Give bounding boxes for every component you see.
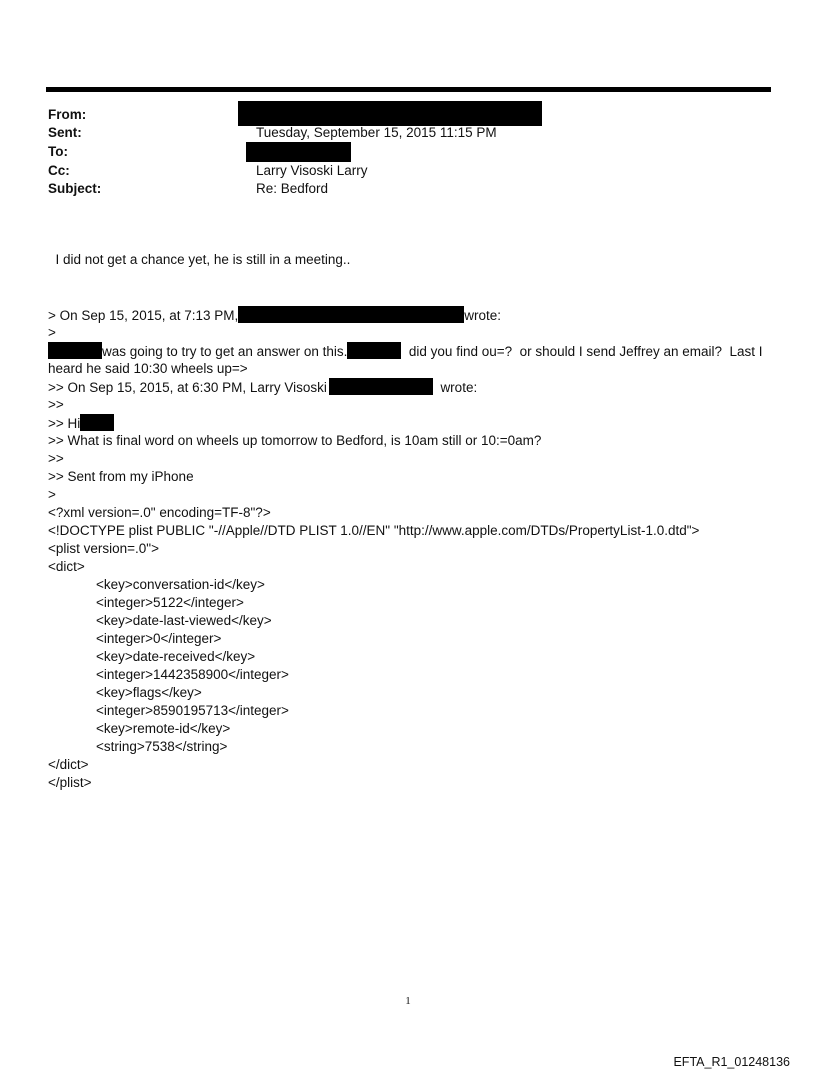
quoted-line-8: >> What is final word on wheels up tomorrow to Bedford, is 10am still or 10:=0am? bbox=[48, 433, 542, 448]
quoted-line-9: >> bbox=[48, 451, 64, 466]
quoted-line-6: >> bbox=[48, 397, 64, 412]
plist-line: <key>date-received</key> bbox=[96, 649, 256, 664]
page-number: 1 bbox=[405, 995, 411, 1007]
plist-line: <string>7538</string> bbox=[96, 739, 228, 754]
name-redaction bbox=[80, 414, 114, 431]
plist-line: </dict> bbox=[48, 757, 89, 772]
to-label: To: bbox=[48, 144, 68, 159]
cc-value: Larry Visoski Larry bbox=[256, 163, 368, 178]
plist-line: </plist> bbox=[48, 775, 92, 790]
from-label: From: bbox=[48, 107, 87, 122]
plist-line: <integer>0</integer> bbox=[96, 631, 222, 646]
plist-line: <dict> bbox=[48, 559, 85, 574]
plist-line: <plist version=.0"> bbox=[48, 541, 159, 556]
email-header bbox=[48, 106, 768, 201]
plist-line: <key>flags</key> bbox=[96, 685, 202, 700]
name-redaction bbox=[347, 342, 401, 359]
subject-label: Subject: bbox=[48, 181, 102, 196]
quoted-line-7: >> Hi bbox=[48, 414, 114, 433]
plist-block bbox=[48, 504, 768, 794]
quoted-line-4: heard he said 10:30 wheels up=> bbox=[48, 361, 248, 376]
plist-line: <key>conversation-id</key> bbox=[96, 577, 265, 592]
plist-line: <integer>1442358900</integer> bbox=[96, 667, 289, 682]
quoted-thread bbox=[48, 306, 768, 506]
quoted-line-2: > bbox=[48, 325, 56, 340]
subject-value: Re: Bedford bbox=[256, 181, 329, 196]
quoted-line-1: > On Sep 15, 2015, at 7:13 PM, wrote: bbox=[48, 308, 502, 323]
name-redaction bbox=[48, 342, 102, 359]
sent-value: Tuesday, September 15, 2015 11:15 PM bbox=[256, 125, 497, 140]
bates-number: EFTA_R1_01248136 bbox=[673, 1055, 790, 1069]
cc-label: Cc: bbox=[48, 163, 70, 178]
quoted-line-11: > bbox=[48, 487, 56, 502]
email-redaction bbox=[329, 378, 433, 395]
quoted-line-10: >> Sent from my iPhone bbox=[48, 469, 194, 484]
plist-line: <?xml version=.0" encoding=TF-8"?> bbox=[48, 505, 271, 520]
plist-line: <key>date-last-viewed</key> bbox=[96, 613, 272, 628]
reply-text bbox=[48, 233, 350, 269]
sender-redaction bbox=[238, 306, 464, 323]
from-redaction bbox=[238, 101, 542, 126]
plist-line: <!DOCTYPE plist PUBLIC "-//Apple//DTD PLIST 1.0//EN" "http://www.apple.com/DTDs/PropertyList-1.0.dtd"> bbox=[48, 523, 700, 538]
sent-label: Sent: bbox=[48, 125, 82, 140]
plist-line: <key>remote-id</key> bbox=[96, 721, 231, 736]
plist-line: <integer>5122</integer> bbox=[96, 595, 244, 610]
quoted-line-5: >> On Sep 15, 2015, at 6:30 PM, Larry Visoski wrote: bbox=[48, 380, 478, 395]
to-redaction bbox=[246, 142, 351, 162]
reply-line: I did not get a chance yet, he is still in a meeting.. bbox=[55, 252, 351, 267]
plist-line: <integer>8590195713</integer> bbox=[96, 703, 289, 718]
header-rule bbox=[46, 87, 771, 92]
quoted-line-3: was going to try to get an answer on this. did you find ou=? or should I send Jeffrey an email? Last I bbox=[48, 342, 763, 361]
